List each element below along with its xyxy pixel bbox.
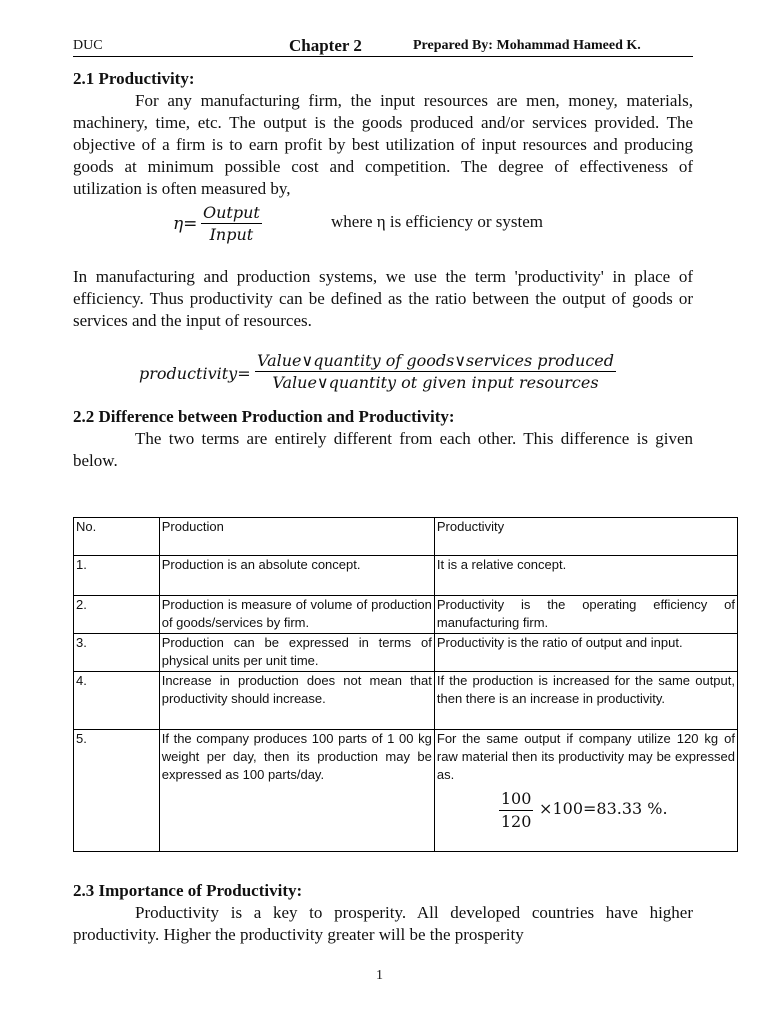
header-left: DUC <box>73 38 103 53</box>
page-header <box>73 36 693 57</box>
table-cell: 2. <box>74 596 160 634</box>
table-cell: 3. <box>74 634 160 672</box>
section-title-2-3: 2.3 Importance of Productivity: <box>73 881 303 900</box>
section-title-2-1: 2.1 Productivity: <box>73 69 195 88</box>
table-row <box>74 730 738 852</box>
paragraph-difference: The two terms are entirely different from each other. This difference is given below. <box>73 429 693 470</box>
table-cell: Increase in production does not mean that productivity should increase. <box>159 672 434 730</box>
eq1-denominator: Input <box>209 225 254 244</box>
ratio-numerator: 100 <box>499 788 534 811</box>
table-cell: Production is measure of volume of production of goods/services by firm. <box>159 596 434 634</box>
table-row <box>74 596 738 634</box>
productivity-equation <box>73 348 693 398</box>
table-header-cell: Production <box>159 518 434 556</box>
table-cell: 5. <box>74 730 160 852</box>
page-number: 1 <box>376 968 383 983</box>
paragraph-productivity-intro: For any manufacturing firm, the input resources are men, money, materials, machinery, time, etc. The output is the goods produced and/or services provided. The objective of a firm is to earn profit by best utilization of input resources and producing goods at minimum possible cost and competition. The degree of effectiveness of utilization is often measured by, <box>73 91 693 198</box>
section-title-2-2: 2.2 Difference between Production and Productivity: <box>73 407 455 426</box>
table-cell: It is a relative concept. <box>434 556 737 596</box>
section-2-3 <box>73 880 693 946</box>
table-cell: If the production is increased for the same output, then there is an increase in productivity. <box>434 672 737 730</box>
table-row <box>74 634 738 672</box>
table-cell: 1. <box>74 556 160 596</box>
paragraph-productivity-definition: In manufacturing and production systems, we use the term 'productivity' in place of efficiency. Thus productivity can be defined as the ratio between the output of goods or services and the input of resources. <box>73 267 693 330</box>
table-cell-with-math <box>434 730 737 852</box>
table-cell: Productivity is the operating efficiency of manufacturing firm. <box>434 596 737 634</box>
eq1-numerator: Output <box>203 203 260 222</box>
efficiency-equation <box>73 202 693 248</box>
table-header-cell: Productivity <box>434 518 737 556</box>
eq2-lhs: productivity= <box>139 364 251 383</box>
header-chapter: Chapter 2 <box>289 36 362 55</box>
table-cell: Productivity is the ratio of output and input. <box>434 634 737 672</box>
ratio-denominator: 120 <box>500 812 532 831</box>
table-cell: 4. <box>74 672 160 730</box>
eq1-fraction <box>201 202 262 245</box>
eq2-denominator: Value∨quantity ot given input resources <box>272 373 599 392</box>
section-2-1 <box>73 68 693 472</box>
table-cell: If the company produces 100 parts of 1 00 kg weight per day, then its production may be expressed as 100 parts/day. <box>159 730 434 852</box>
eq2-fraction <box>255 350 616 393</box>
eq2-numerator: Value∨quantity of goods∨services produced <box>257 351 614 370</box>
table-cell-text: For the same output if company utilize 120 kg of raw material then its productivity may be expressed as. <box>436 731 735 782</box>
table-cell: Production can be expressed in terms of physical units per unit time. <box>159 634 434 672</box>
table-row <box>74 672 738 730</box>
ratio-fraction <box>499 788 534 833</box>
table-header-row <box>74 518 738 556</box>
ratio-result: ×100=83.33 %. <box>539 798 668 818</box>
table-header-cell: No. <box>74 518 160 556</box>
difference-table <box>73 517 738 852</box>
table-cell: Production is an absolute concept. <box>159 556 434 596</box>
table-row <box>74 556 738 596</box>
header-author: Prepared By: Mohammad Hameed K. <box>413 38 641 53</box>
eq1-note: where η is efficiency or system <box>331 212 544 231</box>
eq1-lhs: η= <box>173 214 198 234</box>
paragraph-importance: Productivity is a key to prosperity. All developed countries have higher productivity. Higher the productivity greater will be the prosperity <box>73 903 693 944</box>
